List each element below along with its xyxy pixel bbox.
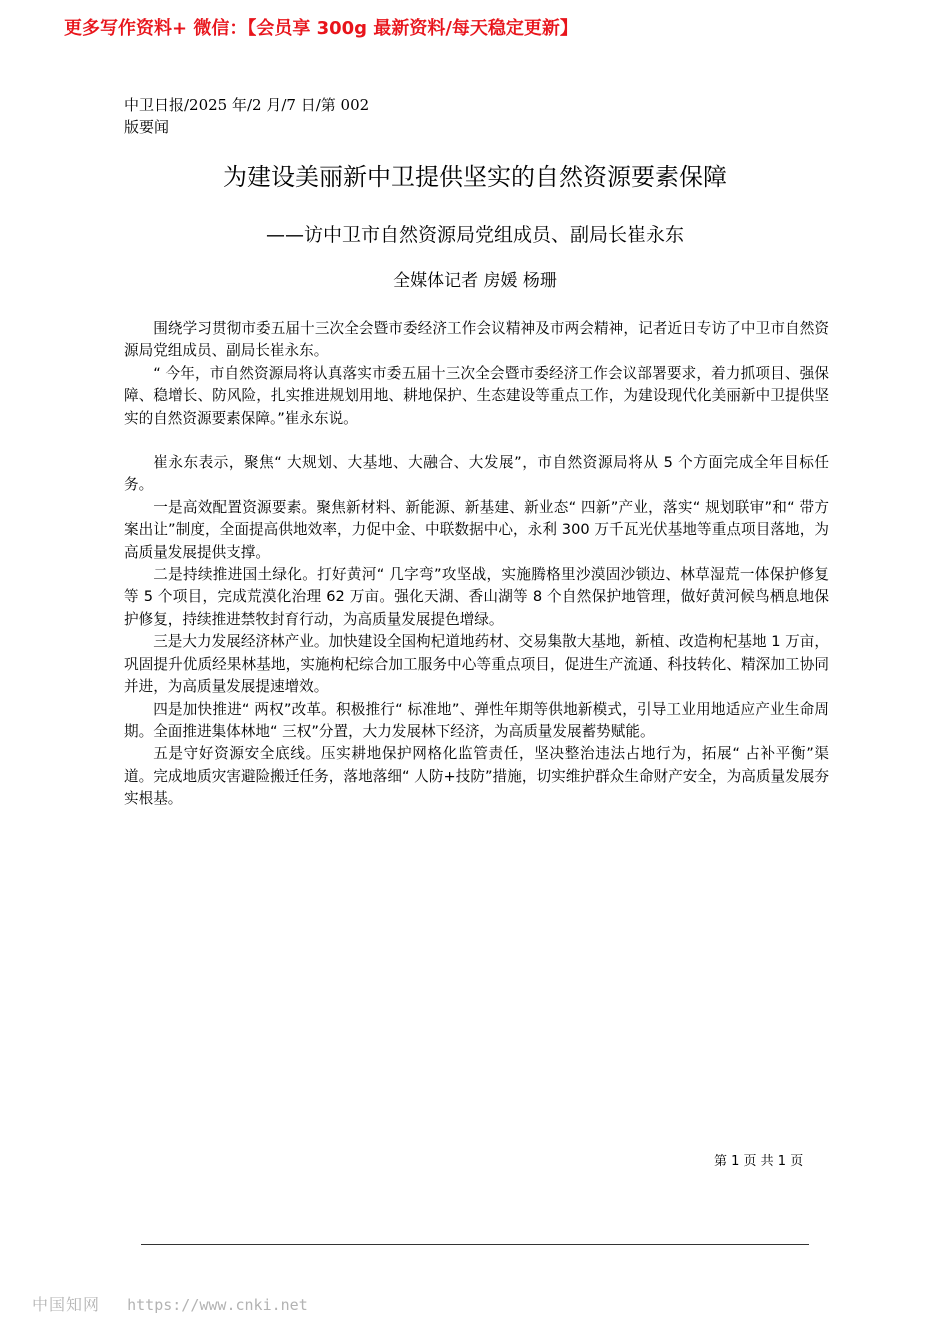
footer-divider [141,1244,809,1245]
article-body [124,318,829,811]
cnki-url-link[interactable]: https://www.cnki.net [127,1296,308,1314]
page-indicator: 第 1 页 共 1 页 [714,1154,804,1169]
paragraph: 五是守好资源安全底线。压实耕地保护网格化监管责任，坚决整治违法占地行为，拓展“ 占补平衡”渠道。完成地质灾害避险搬迁任务，落地落细“ 人防+技防”措施，切实维护群众生命财产安全，为高质量发展夯实根基。 [124,745,829,808]
source-line-2: 版要闻 [124,118,170,136]
paragraph: “ 今年，市自然资源局将认真落实市委五届十三次全会暨市委经济工作会议部署要求，着力抓项目、强保障、稳增长、防风险，扎实推进规划用地、耕地保护、生态建设等重点工作，为建设现代化美丽新中卫提供坚实的自然资源要素保障。”崔永东说。 [124,364,829,427]
source-info [124,94,524,138]
paragraph: 围绕学习贯彻市委五届十三次全会暨市委经济工作会议精神及市两会精神，记者近日专访了中卫市自然资源局党组成员、副局长崔永东。 [124,320,829,360]
article-subtitle: ——访中卫市自然资源局党组成员、副局长崔永东 [265,224,684,246]
footer [32,1294,308,1316]
source-line-1: 中卫日报/2025 年/2 月/7 日/第 002 [124,96,370,114]
paragraph: 二是持续推进国土绿化。打好黄河“ 几字弯”攻坚战，实施腾格里沙漠固沙锁边、林草湿荒一体保护修复等 5 个项目，完成荒漠化治理 62 万亩。强化天湖、香山湖等 8 个自然保护地管理，做好黄河候鸟栖息地保护修复，持续推进禁牧封育行动，为高质量发展提色增绿。 [124,566,829,628]
paragraph: 一是高效配置资源要素。聚焦新材料、新能源、新基建、新业态“ 四新”产业，落实“ 规划联审”和“ 带方案出让”制度，全面提高供地效率，力促中金、中联数据中心，永利 300 万千瓦光伏基地等重点项目落地，为高质量发展提供支撑。 [124,498,829,561]
paragraph: 四是加快推进“ 两权”改革。积极推行“ 标准地”、弹性年期等供地新模式，引导工业用地适应产业生命周期。全面推进集体林地“ 三权”分置，大力发展林下经济，为高质量发展蓄势赋能。 [124,700,829,740]
article-title: 为建设美丽新中卫提供坚实的自然资源要素保障 [223,163,727,191]
paragraph: 崔永东表示，聚焦“ 大规划、大基地、大融合、大发展”，市自然资源局将从 5 个方面完成全年目标任务。 [124,454,829,494]
article-byline: 全媒体记者 房媛 杨珊 [393,271,557,291]
cnki-site-name: 中国知网 [32,1295,101,1314]
promo-banner: 更多写作资料+ 微信：【会员享 300g 最新资料/每天稳定更新】 [64,18,578,39]
paragraph: 三是大力发展经济林产业。加快建设全国枸杞道地药材、交易集散大基地，新植、改造枸杞基地 1 万亩，巩固提升优质经果林基地，实施枸杞综合加工服务中心等重点项目，促进生产流通、科技转化、精深加工协同并进，为高质量发展提速增效。 [124,633,829,696]
